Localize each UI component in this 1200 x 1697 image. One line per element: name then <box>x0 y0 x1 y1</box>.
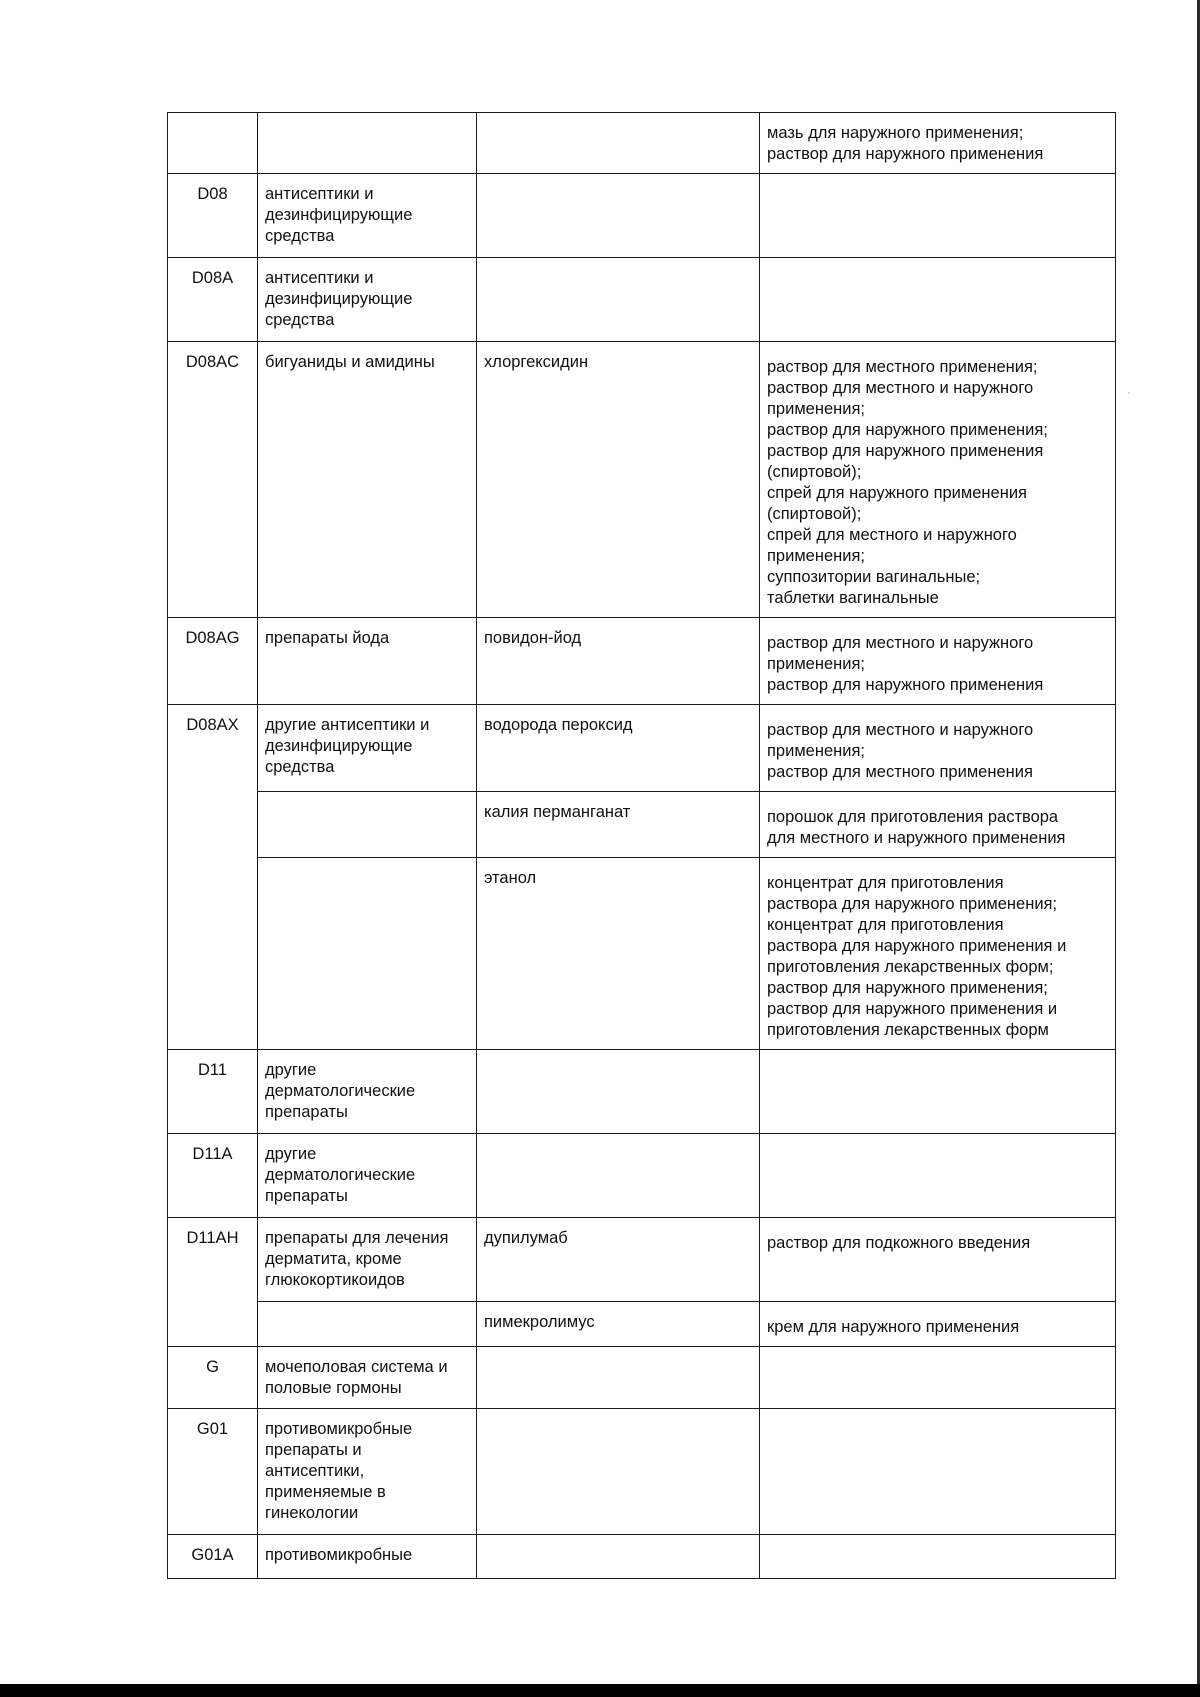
atc-code-cell: D08AX <box>168 705 258 1050</box>
atc-code-cell: D11 <box>168 1050 258 1134</box>
dosage-form-cell: раствор для местного применения; раствор для местного и наружного применения; раствор для наружного применения; раствор для наружного применения (спиртовой); спрей для наружного применения (спиртовой); спрей для местного и наружного применения; суппозитории вагинальные; таблетки вагинальные <box>760 342 1116 618</box>
group-name-cell: препараты йода <box>258 618 477 705</box>
table-row <box>168 1134 1116 1218</box>
dosage-form-cell <box>760 258 1116 342</box>
atc-code-cell: D11AH <box>168 1218 258 1347</box>
atc-code-cell: D08A <box>168 258 258 342</box>
group-name-cell: бигуаниды и амидины <box>258 342 477 618</box>
scan-speck <box>1128 392 1130 394</box>
dosage-form-cell <box>760 1134 1116 1218</box>
group-name-cell: другие антисептики и дезинфицирующие средства <box>258 705 477 792</box>
dosage-form-cell <box>760 1347 1116 1409</box>
group-name-cell: другие дерматологические препараты <box>258 1134 477 1218</box>
dosage-form-cell: крем для наружного применения <box>760 1302 1116 1347</box>
group-name-cell: препараты для лечения дерматита, кроме глюкокортикоидов <box>258 1218 477 1302</box>
substance-cell: этанол <box>477 858 760 1050</box>
substance-cell: водорода пероксид <box>477 705 760 792</box>
table-row <box>168 1050 1116 1134</box>
table-row <box>168 858 1116 1050</box>
scan-bottom-band <box>0 1684 1200 1697</box>
table-row <box>168 258 1116 342</box>
table-row <box>168 1409 1116 1535</box>
dosage-form-cell <box>760 1535 1116 1579</box>
group-name-cell <box>258 113 477 174</box>
substance-cell: калия перманганат <box>477 792 760 858</box>
atc-code-cell: G01 <box>168 1409 258 1535</box>
dosage-form-cell: порошок для приготовления раствора для местного и наружного применения <box>760 792 1116 858</box>
dosage-form-cell: раствор для местного и наружного применения; раствор для местного применения <box>760 705 1116 792</box>
substance-cell: пимекролимус <box>477 1302 760 1347</box>
group-name-cell: антисептики и дезинфицирующие средства <box>258 258 477 342</box>
table-row <box>168 1302 1116 1347</box>
group-name-cell <box>258 1302 477 1347</box>
group-name-cell: противомикробные <box>258 1535 477 1579</box>
atc-code-cell: D08AC <box>168 342 258 618</box>
dosage-form-cell: мазь для наружного применения; раствор для наружного применения <box>760 113 1116 174</box>
dosage-form-cell <box>760 174 1116 258</box>
table-row <box>168 705 1116 792</box>
group-name-cell: мочеполовая система и половые гормоны <box>258 1347 477 1409</box>
atc-code-cell: D08 <box>168 174 258 258</box>
substance-cell <box>477 1535 760 1579</box>
atc-code-cell: D08AG <box>168 618 258 705</box>
substance-cell <box>477 1409 760 1535</box>
group-name-cell: другие дерматологические препараты <box>258 1050 477 1134</box>
atc-code-cell <box>168 113 258 174</box>
substance-cell: хлоргексидин <box>477 342 760 618</box>
table-row <box>168 342 1116 618</box>
substance-cell: повидон-йод <box>477 618 760 705</box>
dosage-form-cell: концентрат для приготовления раствора для наружного применения; концентрат для приготовления раствора для наружного применения и приготовления лекарственных форм; раствор для наружного применения; раствор для наружного применения и приготовления лекарственных форм <box>760 858 1116 1050</box>
table-row <box>168 1535 1116 1579</box>
group-name-cell: противомикробные препараты и антисептики, применяемые в гинекологии <box>258 1409 477 1535</box>
substance-cell <box>477 1050 760 1134</box>
group-name-cell: антисептики и дезинфицирующие средства <box>258 174 477 258</box>
atc-code-cell: D11A <box>168 1134 258 1218</box>
atc-code-cell: G <box>168 1347 258 1409</box>
substance-cell <box>477 113 760 174</box>
dosage-form-cell: раствор для подкожного введения <box>760 1218 1116 1302</box>
dosage-form-cell <box>760 1409 1116 1535</box>
table-row <box>168 1218 1116 1302</box>
substance-cell: дупилумаб <box>477 1218 760 1302</box>
atc-code-cell: G01A <box>168 1535 258 1579</box>
substance-cell <box>477 174 760 258</box>
substance-cell <box>477 1134 760 1218</box>
dosage-form-cell: раствор для местного и наружного применения; раствор для наружного применения <box>760 618 1116 705</box>
table-row <box>168 113 1116 174</box>
table-row <box>168 174 1116 258</box>
substance-cell <box>477 258 760 342</box>
table-row <box>168 618 1116 705</box>
substance-cell <box>477 1347 760 1409</box>
table-row <box>168 1347 1116 1409</box>
medicines-table <box>167 112 1116 1579</box>
group-name-cell <box>258 792 477 858</box>
group-name-cell <box>258 858 477 1050</box>
table-row <box>168 792 1116 858</box>
dosage-form-cell <box>760 1050 1116 1134</box>
